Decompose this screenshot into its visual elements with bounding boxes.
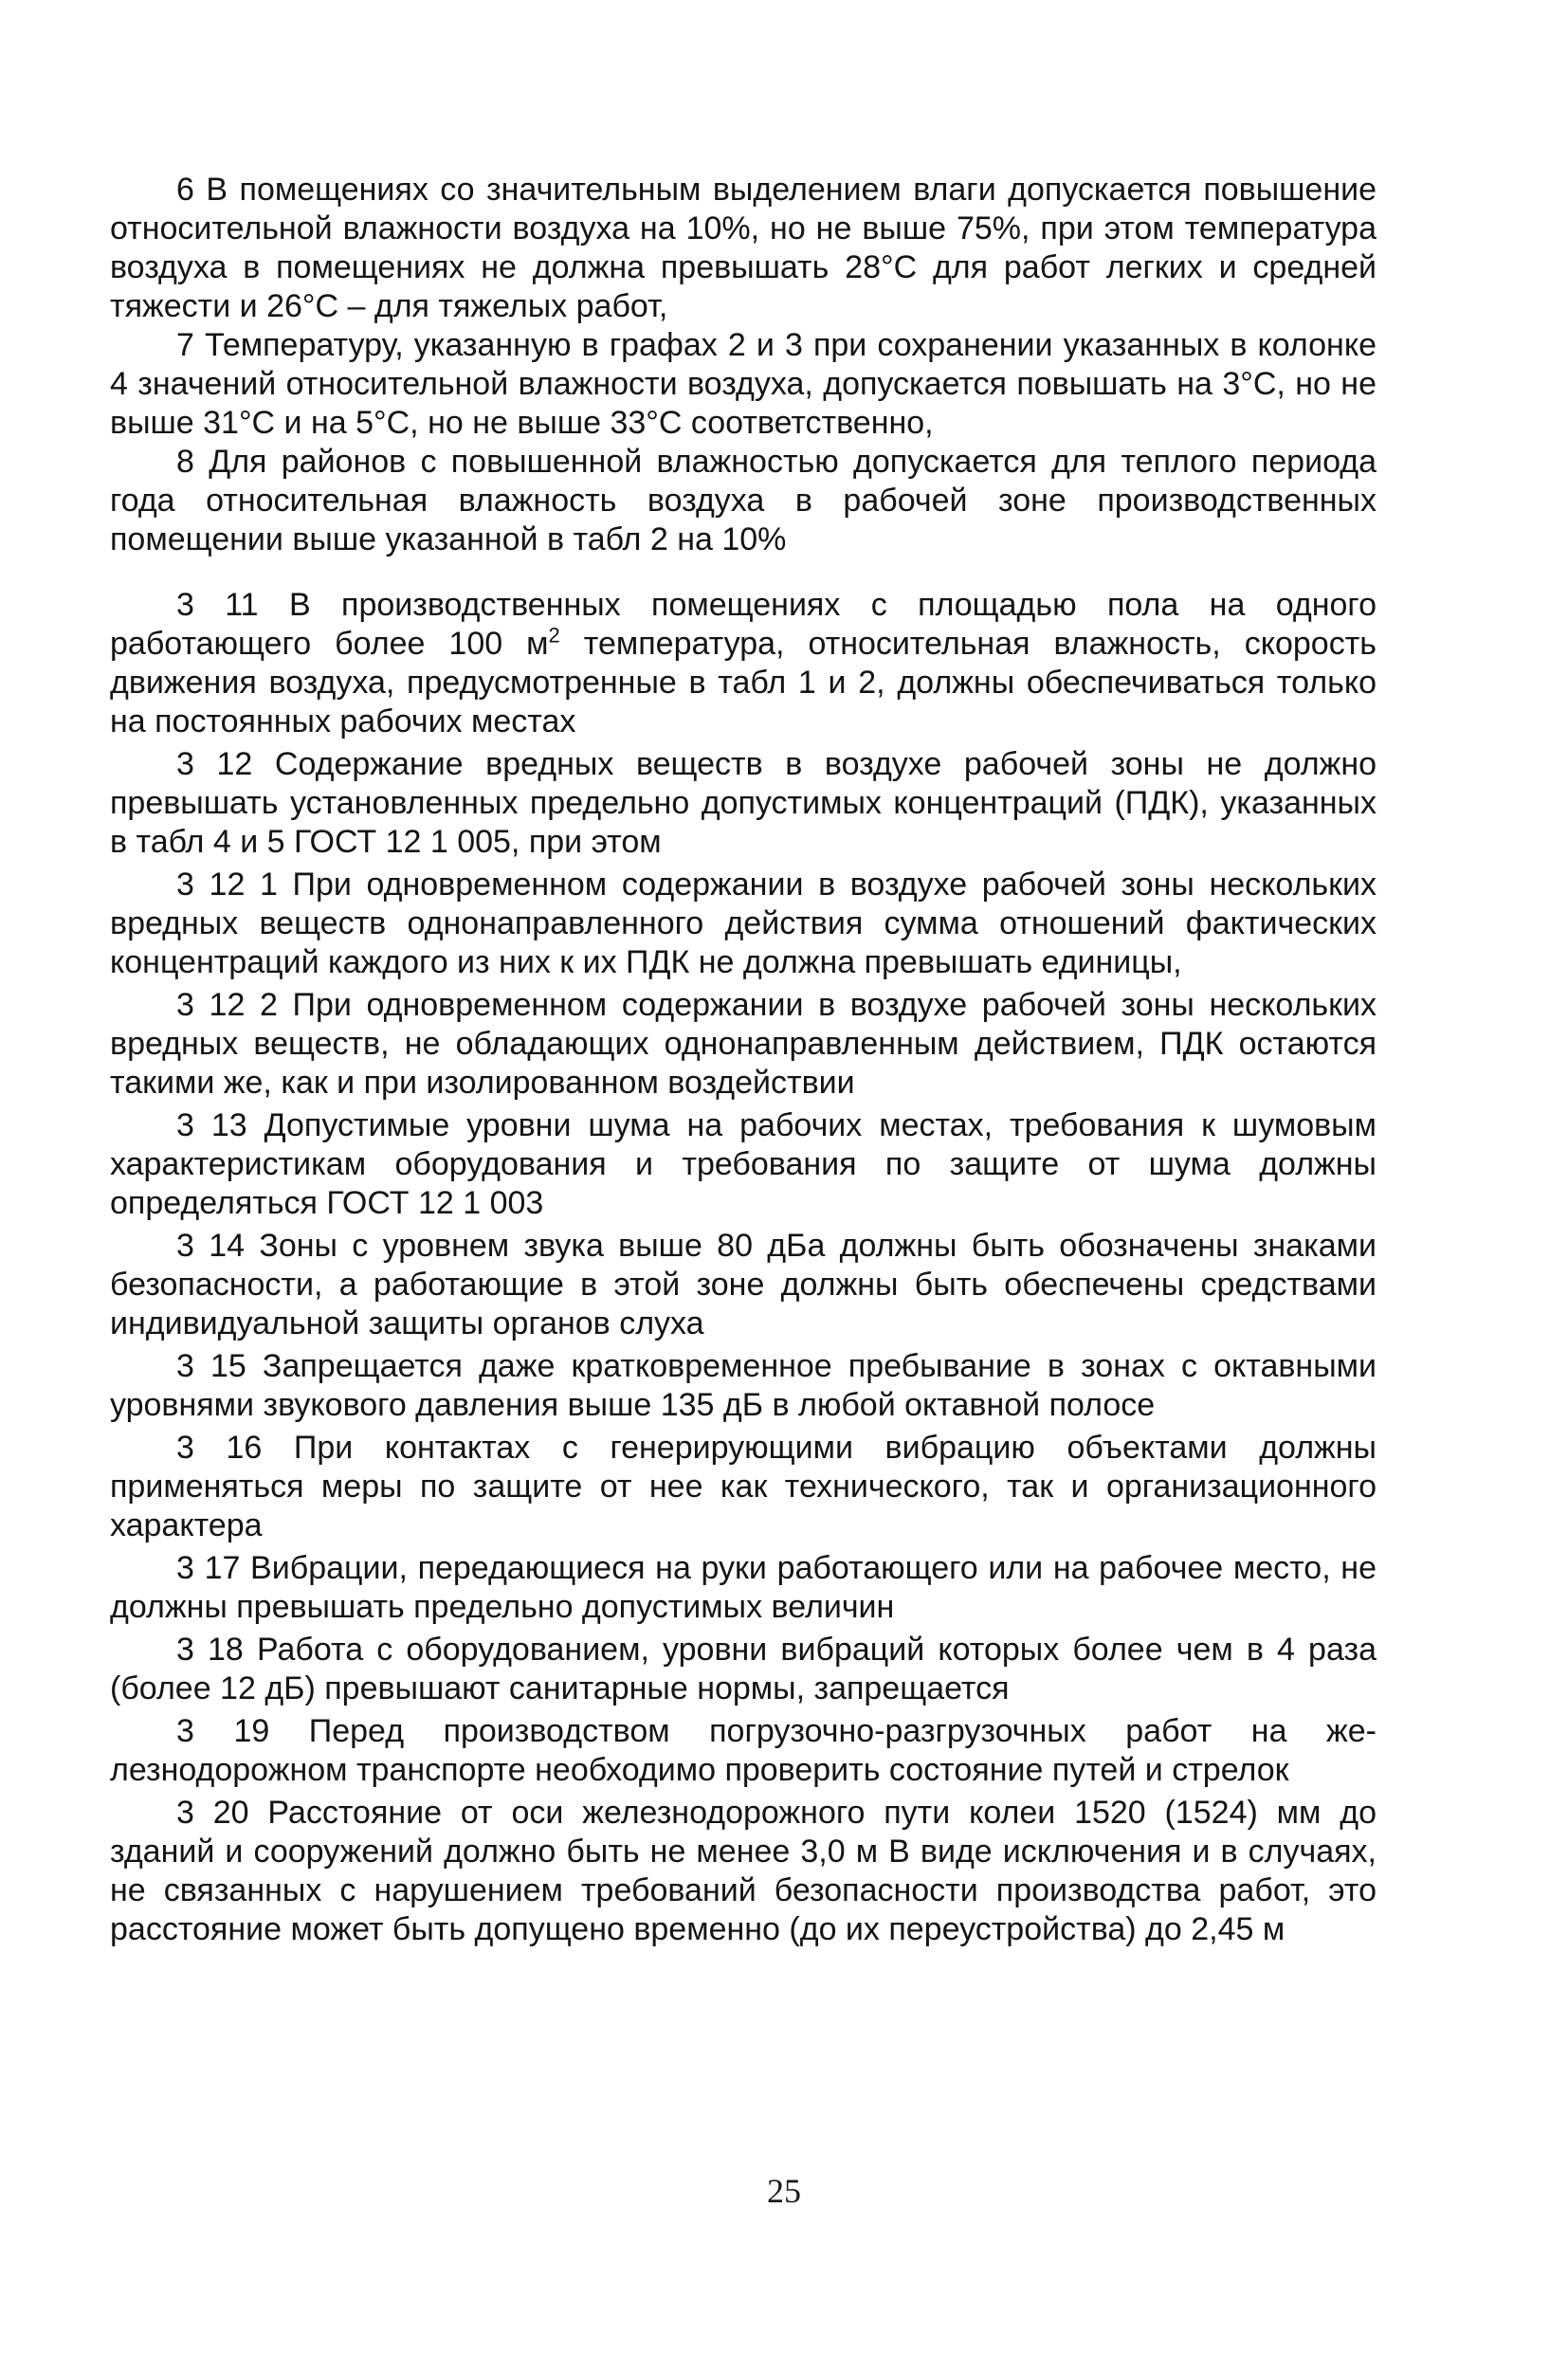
paragraph-3-11-end: температура, относительная влажность, скорость движения воздуха, предусмотренные в табл 1 и 2, должны обеспечиваться только на постоянных рабочих местах bbox=[110, 626, 1377, 739]
paragraph-3-17: 3 17 Вибрации, передающиеся на руки работающего или на рабочее место, не должны превышать предельно допустимых величин bbox=[110, 1550, 1377, 1625]
paragraph-note-6: 6 В помещениях со значительным выделением влаги допускается повышение относительной влажности воздуха на 10%, но не выше 75%, при этом температура воздуха в помещениях не должна превышать 28°С для работ легких и средней тяжести и 26°С – для тяжелых работ, bbox=[110, 172, 1377, 324]
page-number: 25 bbox=[767, 2172, 801, 2210]
paragraph-note-8: 8 Для районов с повышенной влажностью допускается для теплого периода года относительная влажность воздуха в рабочей зоне производственных помещении выше указанной в табл 2 на 10% bbox=[110, 444, 1377, 557]
paragraph-3-14: 3 14 Зоны с уровнем звука выше 80 дБа должны быть обозначены знаками безопасности, а работающие в этой зоне должны быть обеспечены средствами индивидуальной защиты органов слуха bbox=[110, 1228, 1377, 1341]
superscript-square: 2 bbox=[548, 623, 560, 648]
notes-section bbox=[110, 171, 1377, 559]
paragraph-3-11-start: 3 11 В производственных помещениях с площадью пола на одного работающего более 100 м bbox=[110, 587, 1377, 662]
paragraph-3-12-2: 3 12 2 При одновременном содержании в воздухе рабочей зоны нескольких вредных веществ, не обладающих однонаправленным действием, ПДК остаются такими же, как и при изолированном воздействии bbox=[110, 987, 1377, 1101]
paragraph-3-20: 3 20 Расстояние от оси железнодорожного пути колеи 1520 (1524) мм до зданий и сооружений должно быть не менее 3,0 м В виде исключения и в случаях, не связанных с нарушением требований безопасности производства работ, это расстояние может быть допущено временно (до их переустройства) до 2,45 м bbox=[110, 1795, 1377, 1947]
paragraph-3-19: 3 19 Перед производством погрузочно-разгрузочных работ на железнодорожном транспорте необходимо проверить состояние путей и стрелок bbox=[110, 1713, 1377, 1788]
paragraph-3-12-1: 3 12 1 При одновременном содержании в воздухе рабочей зоны нескольких вредных веществ однонаправленного действия сумма отношений фактических концентраций каждого из них к их ПДК не должна превышать единицы, bbox=[110, 867, 1377, 980]
paragraph-3-15: 3 15 Запрещается даже кратковременное пребывание в зонах с октавными уровнями звукового давления выше 135 дБ в любой октавной полосе bbox=[110, 1348, 1377, 1423]
paragraph-3-13: 3 13 Допустимые уровни шума на рабочих местах, требования к шумовым характеристикам оборудования и требования по защите от шума должны определяться ГОСТ 12 1 003 bbox=[110, 1107, 1377, 1221]
paragraph-note-7: 7 Температуру, указанную в графах 2 и 3 при сохранении указанных в колонке 4 значений относительной влажности воздуха, допускается повышать на 3°С, но не выше 31°С и на 5°С, но не выше 33°С соответственно, bbox=[110, 327, 1377, 441]
paragraph-3-12: 3 12 Содержание вредных веществ в воздухе рабочей зоны не должно превышать установленных предельно допустимых концентраций (ПДК), указанных в табл 4 и 5 ГОСТ 12 1 005, при этом bbox=[110, 746, 1377, 860]
paragraph-3-11 bbox=[110, 586, 1377, 741]
requirements-section bbox=[110, 586, 1377, 1953]
paragraph-3-18: 3 18 Работа с оборудованием, уровни вибраций которых более чем в 4 раза (более 12 дБ) превышают санитарные нормы, запрещается bbox=[110, 1632, 1377, 1706]
paragraph-3-16: 3 16 При контактах с генерирующими вибрацию объектами должны применяться меры по защите от нее как технического, так и организационного характера bbox=[110, 1430, 1377, 1543]
